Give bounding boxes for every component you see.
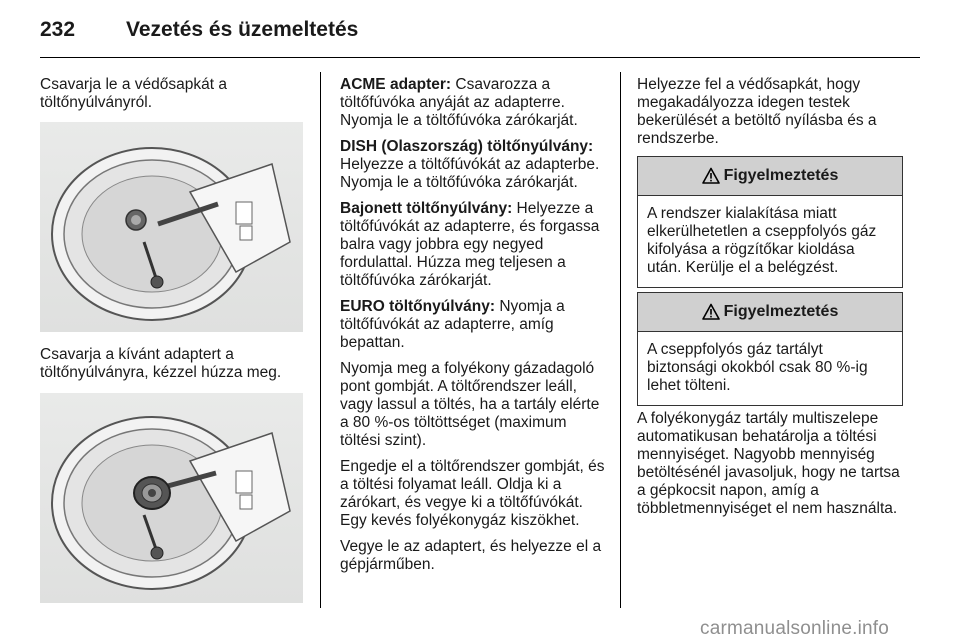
- acme-paragraph: [340, 76, 610, 130]
- warning-box: [637, 156, 903, 288]
- warning-title-bar: [638, 293, 902, 332]
- bajonett-paragraph: [340, 200, 610, 290]
- acme-text: Csavarozza a töltőfúvóka anyáját az adapterre. Nyomja le a töltőfúvóka zárókarját.: [340, 76, 578, 129]
- dish-paragraph: [340, 138, 610, 192]
- adapter-illustration: [40, 393, 303, 603]
- bajonett-text: Helyezze a töltőfúvókát az adapterre, és forgassa balra vagy jobbra egy negyed fordulattal. Húzza meg teljesen a töltőfúvóka zárókarját.: [340, 200, 600, 289]
- watermark-text: carmanualsonline.info: [700, 618, 890, 639]
- warning-title: Figyelmeztetés: [723, 303, 839, 320]
- acme-label: ACME adapter:: [340, 76, 452, 93]
- warning-triangle-icon: [702, 167, 720, 185]
- dish-text: Helyezze a töltőfúvókát az adapterbe. Nyomja le a töltőfúvóka zárókarját.: [340, 156, 600, 191]
- warning-title-bar: [638, 157, 902, 196]
- warning-body: A cseppfolyós gáz tartályt biztonsági okokból csak 80 %-ig lehet tölteni.: [647, 341, 868, 394]
- illustration-filler-cap-removed: [40, 122, 303, 332]
- warning-box: [637, 292, 903, 406]
- column-divider: [320, 72, 321, 608]
- filler-neck-illustration: [40, 122, 303, 332]
- illustration-adapter-fitted: [40, 393, 303, 603]
- refit-cap-paragraph: Helyezze fel a védősapkát, hogy megakadályozza idegen testek bekerülését a betöltő nyílásba és a rendszerbe.: [637, 76, 877, 147]
- instruction-unscrew-cap: Csavarja le a védősapkát a töltőnyúlványról.: [40, 76, 227, 111]
- euro-text: Nyomja a töltőfúvókát az adapterre, amíg bepattan.: [340, 298, 565, 351]
- column-divider: [620, 72, 621, 608]
- remove-adapter-paragraph: Vegye le az adaptert, és helyezze el a gépjárműben.: [340, 538, 602, 573]
- instruction-screw-adapter: Csavarja a kívánt adaptert a töltőnyúlványra, kézzel húzza meg.: [40, 346, 282, 381]
- column-2-text: [340, 76, 610, 582]
- page-number: 232: [40, 18, 76, 41]
- multivalve-paragraph: A folyékonygáz tartály multiszelepe automatikusan behatárolja a töltési mennyiséget. Nagyobb mennyiség betöltésénél javasoljuk, hogy ne tartsa a gépkocsit napon, amíg a többletmennyiséget el nem használta.: [637, 410, 900, 517]
- bajonett-label: Bajonett töltőnyúlvány:: [340, 200, 513, 217]
- dish-label: DISH (Olaszország) töltőnyúlvány:: [340, 138, 594, 155]
- page-header: [40, 18, 920, 48]
- press-button-paragraph: Nyomja meg a folyékony gázadagoló pont gombját. A töltőrendszer leáll, vagy lassul a töltés, ha a tartály elérte a 80 %-os töltöttséget (maximum töltési szint).: [340, 360, 600, 449]
- warning-title: Figyelmeztetés: [723, 167, 839, 184]
- release-button-paragraph: Engedje el a töltőrendszer gombját, és a töltési folyamat leáll. Oldja ki a zárókart, és vegye ki a töltőfúvókát. Egy kevés folyékonygáz kiszökhet.: [340, 458, 605, 529]
- euro-paragraph: [340, 298, 610, 352]
- chapter-title: Vezetés és üzemeltetés: [126, 18, 359, 41]
- warning-triangle-icon: [702, 303, 720, 321]
- warning-body: A rendszer kialakítása miatt elkerülhetetlen a cseppfolyós gáz kifolyása a rögzítőkar kioldása után. Kerülje el a belégzést.: [647, 205, 877, 276]
- header-rule: [40, 57, 920, 58]
- euro-label: EURO töltőnyúlvány:: [340, 298, 496, 315]
